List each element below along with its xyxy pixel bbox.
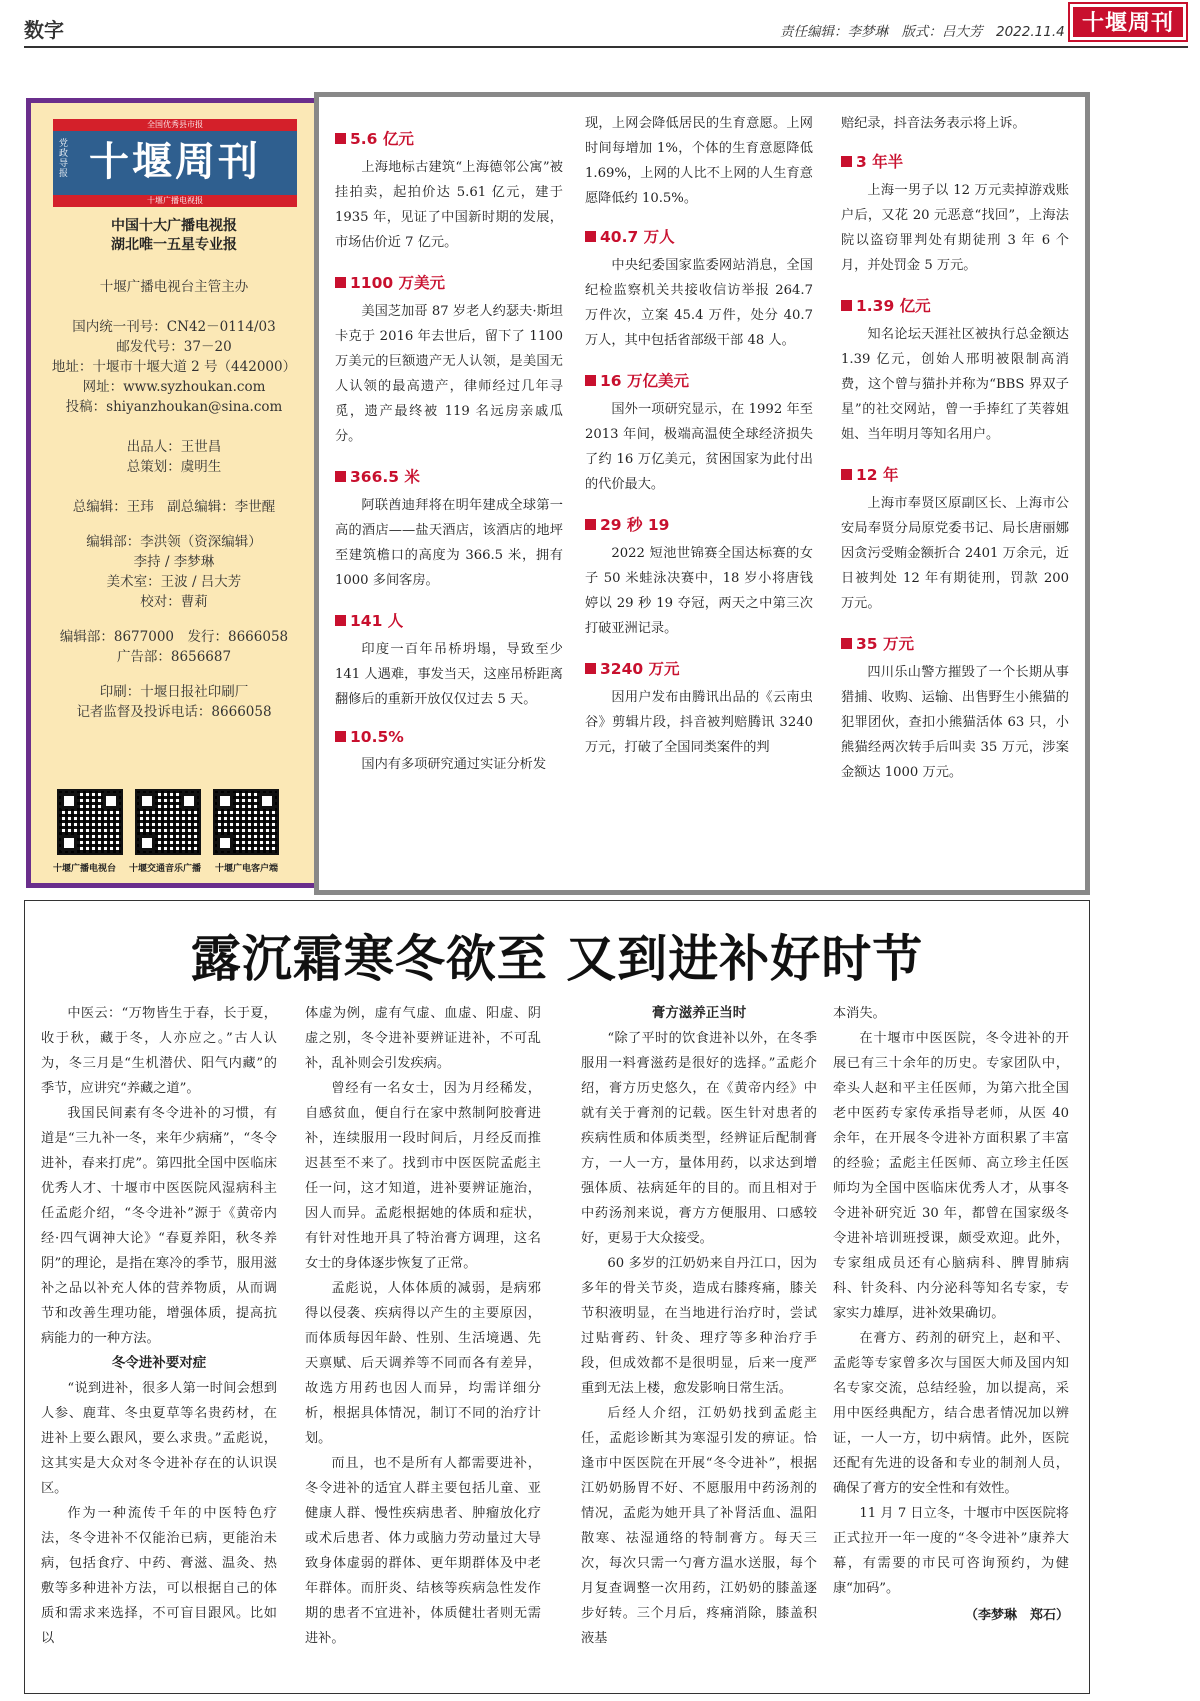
figures-box — [314, 92, 1090, 895]
figure-body: 因用户发布由腾讯出品的《云南虫谷》剪辑片段，抖音被判赔腾讯 3240 万元，打破了全国同类案件的判 — [585, 690, 813, 755]
qr-code-icon[interactable] — [135, 789, 201, 855]
figure-number: 12 年 — [856, 466, 899, 484]
figure-body: 印度一百年吊桥坍塌，导致至少 141 人遇难，事发当天，这座吊桥距离翻修后的重新开放仅仅过去 5 天。 — [335, 642, 563, 707]
qr-label: 十堰交通音乐广播 — [129, 864, 202, 874]
editor-credits: 责任编辑：李梦琳 版式：吕大芳 2022.11.4 — [780, 24, 1065, 40]
figure-body: 上海地标古建筑“上海德邻公寓”被挂拍卖，起拍价达 5.61 亿元，建于 1935 年，见证了中国新时期的发展，市场估价近 7 亿元。 — [335, 160, 563, 250]
figure-headline — [335, 609, 563, 631]
article-paragraph: 在膏方、药剂的研究上，赵和平、孟彪等专家曾多次与国医大师及国内知名专家交流，总结经验，加以提高，采用中医经典配方，结合患者情况加以辨证，一人一方，切中病情。此外，医院还配有先进的设备和专业的制剂人员，确保了膏方的安全性和有效性。 — [833, 1331, 1069, 1496]
article-subheading: 膏方滋养正当时 — [651, 1005, 747, 1021]
figure-body: 美国芝加哥 87 岁老人约瑟夫·斯坦卡克于 2016 年去世后，留下了 1100 万美元的巨额遗产无人认领，是美国无人认领的最高遗产，律师经过几年寻觅，遗产最终被 119 名远房亲戚瓜分。 — [335, 304, 563, 444]
article-paragraph: 曾经有一名女士，因为月经稀发，自感贫血，便自行在家中熬制阿胶膏进补，连续服用一段时间后，月经反而推迟甚至不来了。找到市中医医院孟彪主任一问，这才知道，进补要辨证施治，因人而异。孟彪根据她的体质和症状，有针对性地开具了特治膏方调理，这名女士的身体逐步恢复了正常。 — [305, 1081, 541, 1271]
figure-body: 阿联酋迪拜将在明年建成全球第一高的酒店——盐天酒店，该酒店的地坪至建筑檐口的高度为 366.5 米，拥有 1000 多间客房。 — [335, 498, 563, 588]
article-paragraph: 而且，也不是所有人都需要进补，冬令进补的适宜人群主要包括儿童、亚健康人群、慢性疾病患者、肿瘤放化疗或术后患者、体力或脑力劳动量过大导致身体虚弱的群体、更年期群体及中老年群体。而肝炎、结核等疾病急性发作期的患者不宜进补，体质健壮者则无需进补。 — [305, 1456, 541, 1646]
qr-label: 十堰广电客户端 — [215, 864, 279, 874]
figure-body: 四川乐山警方摧毁了一个长期从事猎捕、收购、运输、出售野生小熊猫的犯罪团伙，查扣小熊猫活体 63 只，小熊猫经两次转手后叫卖 35 万元，涉案金额达 1000 万元。 — [841, 665, 1069, 780]
red-square-icon — [841, 300, 852, 311]
postal-code: 邮发代号：37－20 — [116, 339, 232, 355]
red-square-icon — [335, 277, 346, 288]
logo-side-text: 党政导报 — [59, 139, 69, 179]
red-square-icon — [585, 519, 596, 530]
email: 投稿：shiyanzhoukan@sina.com — [65, 399, 283, 415]
header-rule — [24, 46, 1188, 48]
figure-headline — [335, 271, 563, 293]
article-paragraph: 孟彪说，人体体质的减弱，是病邪得以侵袭、疾病得以产生的主要原因，而体质每因年龄、性别、生活境遇、先天禀赋、后天调养等不同而各有差异，故选方用药也因人而异，均需详细分析，根据具体情况，制订不同的治疗计划。 — [305, 1281, 541, 1446]
slogan-1: 中国十大广播电视报 — [111, 218, 237, 234]
feature-title: 露沉霜寒冬欲至 又到进补好时节 — [190, 929, 924, 988]
figure-number: 3 年半 — [856, 153, 904, 171]
section-label: 数字 — [24, 18, 64, 42]
printer: 印刷：十堰日报社印刷厂 — [99, 684, 249, 700]
red-square-icon — [335, 615, 346, 626]
figure-headline — [841, 632, 1069, 654]
article-subheading: 冬令进补要对症 — [111, 1355, 207, 1371]
masthead-logo — [53, 119, 297, 207]
figure-number: 1.39 亿元 — [856, 297, 931, 315]
red-square-icon — [335, 471, 346, 482]
figure-number: 16 万亿美元 — [600, 372, 689, 390]
figure-continued-text: 赔纪录，抖音法务表示将上诉。 — [841, 116, 1026, 131]
address: 地址：十堰市十堰大道 2 号（442000） — [51, 359, 297, 375]
figures-column-1 — [335, 111, 563, 777]
figure-body: 知名论坛天涯社区被执行总金额达 1.39 亿元，创始人邢明被限制高消费，这个曾与猫扑并称为“BBS 界双子星”的社交网站，曾一手捧红了芙蓉姐姐、当年明月等知名用户。 — [841, 327, 1069, 442]
masthead-box — [26, 98, 322, 888]
figure-number: 40.7 万人 — [600, 228, 675, 246]
brand-tab-label: 十堰周刊 — [1073, 7, 1183, 37]
figure-headline — [585, 513, 813, 535]
slogan-2: 湖北唯一五星专业报 — [111, 237, 237, 253]
figure-number: 141 人 — [350, 612, 404, 630]
figure-number: 35 万元 — [856, 635, 914, 653]
qr-label: 十堰广播电视台 — [53, 864, 117, 874]
figure-headline — [841, 463, 1069, 485]
article-column-4 — [833, 1001, 1069, 1631]
article-paragraph: 11 月 7 日立冬，十堰市中医医院将正式拉开一年一度的“冬令进补”康养大幕，有需要的市民可咨询预约，为健康“加码”。 — [833, 1506, 1069, 1596]
complaint-phone: 记者监督及投诉电话：8666058 — [76, 704, 272, 720]
article-column-3 — [581, 1001, 817, 1651]
article-column-2 — [305, 1001, 541, 1651]
proofreader: 校对：曹莉 — [140, 594, 208, 610]
article-paragraph: 体虚为例，虚有气虚、血虚、阳虚、阴虚之别，冬令进补要辨证进补，不可乱补，乱补则会引发疾病。 — [305, 1006, 541, 1071]
figure-number: 3240 万元 — [600, 660, 680, 678]
article-byline: （李梦琳 郑石） — [964, 1608, 1069, 1623]
figures-column-3 — [841, 111, 1069, 785]
feature-article — [24, 900, 1090, 1694]
red-square-icon — [585, 663, 596, 674]
logo-title: 十堰周刊 — [89, 138, 261, 185]
figure-headline — [335, 127, 563, 149]
phone-line-1: 编辑部：8677000 发行：8666058 — [59, 629, 289, 645]
article-paragraph: 60 多岁的江奶奶来自丹江口，因为多年的骨关节炎，造成右膝疼痛，膝关节积液明显，在当地进行治疗时，尝试过贴膏药、针灸、理疗等多种治疗手段，但成效都不是很明显，后来一度严重到无法上楼，愈发影响日常生活。 — [581, 1256, 817, 1396]
figure-body: 中央纪委国家监委网站消息，全国纪检监察机关共接收信访举报 264.7 万件次，立案 45.4 万件，处分 40.7 万人，其中包括省部级干部 48 人。 — [585, 258, 813, 348]
article-paragraph: 作为一种流传千年的中医特色疗法，冬令进补不仅能治已病，更能治未病，包括食疗、中药、膏滋、温灸、热敷等多种进补方法，可以根据自己的体质和需求来选择，不可盲目跟风。比如以 — [41, 1506, 277, 1646]
dept-editors-2: 李持 / 李梦琳 — [133, 554, 215, 570]
website: 网址：www.syzhoukan.com — [82, 379, 266, 395]
host-line: 十堰广播电视台主管主办 — [99, 279, 249, 295]
figure-number: 10.5% — [350, 728, 404, 746]
figure-body: 上海一男子以 12 万元卖掉游戏账户后，又花 20 元恶意“找回”，上海法院以盗窃罪判处有期徒刑 3 年 6 个月，并处罚金 5 万元。 — [841, 183, 1069, 273]
article-column-1 — [41, 1001, 277, 1651]
figure-headline — [841, 150, 1069, 172]
figure-number: 29 秒 19 — [600, 516, 670, 534]
logo-bottom-text: 十堰广播电视报 — [53, 195, 297, 207]
producer: 出品人：王世昌 — [126, 439, 222, 455]
phone-line-2: 广告部：8656687 — [116, 649, 232, 665]
figure-headline — [335, 728, 563, 746]
figure-body: 2022 短池世锦赛全国达标赛的女子 50 米蛙泳决赛中，18 岁小将唐钱婷以 29 秒 19 夺冠，两天之中第三次打破亚洲记录。 — [585, 546, 813, 636]
figure-headline — [335, 465, 563, 487]
figure-number: 366.5 米 — [350, 468, 420, 486]
brand-tab — [1068, 2, 1188, 42]
red-square-icon — [841, 156, 852, 167]
qr-code-icon[interactable] — [57, 789, 123, 855]
article-paragraph: 本消失。 — [833, 1006, 886, 1021]
red-square-icon — [335, 731, 346, 742]
figure-headline — [585, 225, 813, 247]
planner: 总策划：虞明生 — [126, 459, 222, 475]
qr-code-icon[interactable] — [213, 789, 279, 855]
article-paragraph: 在十堰市中医医院，冬令进补的开展已有三十余年的历史。专家团队中，牵头人赵和平主任医师，为第六批全国老中医药专家传承指导老师，从医 40 余年，在开展冬令进补方面积累了丰富的经验；孟彪主任医师、高立珍主任医师均为全国中医临床优秀人才，从事冬令进补研究近 30 年，都曾在国家级冬令进补培训班授课，颇受欢迎。此外，专家组成员还有心脑病科、脾胃肺病科、针灸科、内分泌科等知名专家，专家实力雄厚，进补效果确切。 — [833, 1031, 1069, 1321]
red-square-icon — [841, 638, 852, 649]
dept-editors: 编辑部：李洪领（资深编辑） — [86, 534, 262, 550]
logo-top-text: 全国优秀县市报 — [53, 119, 297, 131]
art-dept: 美术室：王波 / 吕大芳 — [106, 574, 242, 590]
figure-continued-text: 现，上网会降低居民的生育意愿。上网时间每增加 1%，个体的生育意愿降低 1.69%，上网的人比不上网的人生育意愿降低约 10.5%。 — [585, 116, 813, 206]
red-square-icon — [585, 375, 596, 386]
red-square-icon — [841, 469, 852, 480]
figure-headline — [585, 657, 813, 679]
figure-body: 国外一项研究显示，在 1992 年至 2013 年间，极端高温使全球经济损失了约 16 万亿美元，贫困国家为此付出的代价最大。 — [585, 402, 813, 492]
red-square-icon — [585, 231, 596, 242]
figure-body: 上海市奉贤区原副区长、上海市公安局奉贤分局原党委书记、局长唐丽娜因贪污受贿金额折合 2401 万余元，近日被判处 12 年有期徒刑，罚款 200 万元。 — [841, 496, 1069, 611]
figure-headline — [841, 294, 1069, 316]
figure-headline — [585, 369, 813, 391]
chief-editors: 总编辑：王玮 副总编辑：李世醒 — [72, 499, 276, 515]
red-square-icon — [335, 133, 346, 144]
figure-body: 国内有多项研究通过实证分析发 — [361, 757, 547, 772]
figure-number: 5.6 亿元 — [350, 130, 414, 148]
article-paragraph: “除了平时的饮食进补以外，在冬季服用一料膏滋药是很好的选择。”孟彪介绍，膏方历史悠久，在《黄帝内经》中就有关于膏剂的记载。医生针对患者的疾病性质和体质类型，经辨证后配制膏方，一人一方，量体用药，以求达到增强体质、祛病延年的目的。而且相对于中药汤剂来说，膏方方便服用、口感较好，更易于大众接受。 — [581, 1031, 817, 1246]
figure-number: 1100 万美元 — [350, 274, 446, 292]
figures-column-2 — [585, 111, 813, 760]
article-paragraph: “说到进补，很多人第一时间会想到人参、鹿茸、冬虫夏草等名贵药材，在进补上要么跟风，要么求贵。”孟彪说，这其实是大众对冬令进补存在的认识误区。 — [41, 1381, 277, 1496]
article-paragraph: 后经人介绍，江奶奶找到孟彪主任，孟彪诊断其为寒湿引发的痹证。恰逢市中医医院在开展“冬令进补”，根据江奶奶肠胃不好、不愿服用中药汤剂的情况，孟彪为她开具了补肾活血、温阳散寒、祛湿通络的特制膏方。每天三次，每次只需一勺膏方温水送服，每个月复查调整一次用药，江奶奶的膝盖逐步好转。三个月后，疼痛消除，膝盖积液基 — [581, 1406, 817, 1646]
article-paragraph: 中医云：“万物皆生于春，长于夏，收于秋，藏于冬，人亦应之。”古人认为，冬三月是“生机潜伏、阳气内藏”的季节，应讲究“养藏之道”。 — [41, 1006, 277, 1096]
article-paragraph: 我国民间素有冬令进补的习惯，有道是“三九补一冬，来年少病痛”，“冬令进补，春来打虎”。第四批全国中医临床优秀人才、十堰市中医医院风湿病科主任孟彪介绍，“冬令进补”源于《黄帝内经·四气调神大论》“春夏养阳，秋冬养阴”的理论，是指在寒冷的季节，服用滋补之品以补充人体的营养物质，从而调节和改善生理功能，增强体质，提高抗病能力的一种方法。 — [41, 1106, 277, 1346]
cn-number: 国内统一刊号：CN42－0114/03 — [72, 319, 276, 335]
